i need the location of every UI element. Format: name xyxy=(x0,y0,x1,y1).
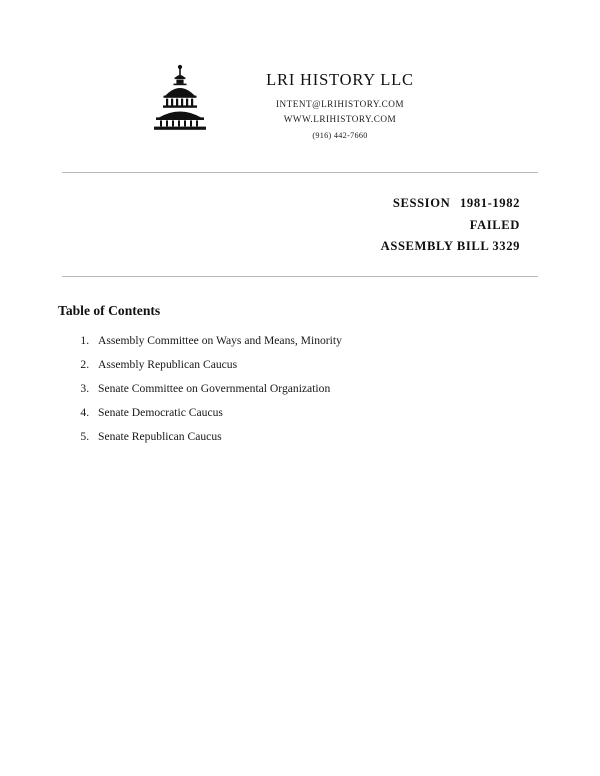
toc-item-label: Senate Republican Caucus xyxy=(98,430,222,444)
session-block xyxy=(0,173,600,258)
list-item[interactable] xyxy=(92,359,538,371)
toc-item-label: Assembly Republican Caucus xyxy=(98,358,238,372)
toc-list xyxy=(58,335,538,443)
session-label: SESSION xyxy=(392,196,451,210)
list-item[interactable] xyxy=(92,431,538,443)
toc-item-label: Assembly Committee on Ways and Means, Minority xyxy=(98,333,342,347)
org-info xyxy=(224,56,456,140)
toc-title: Table of Contents xyxy=(58,302,161,318)
org-website: WWW.LRIHISTORY.COM xyxy=(283,114,397,124)
list-item[interactable] xyxy=(92,335,538,347)
bill-number: ASSEMBLY BILL 3329 xyxy=(380,239,520,254)
list-item[interactable] xyxy=(92,383,538,395)
letterhead xyxy=(0,0,600,140)
org-email: INTENT@LRIHISTORY.COM xyxy=(275,99,405,109)
bill-status: FAILED xyxy=(469,217,520,232)
org-phone: (916) 442-7660 xyxy=(312,131,368,140)
capitol-dome-icon xyxy=(144,62,218,136)
table-of-contents xyxy=(0,277,600,443)
toc-item-label: Senate Committee on Governmental Organization xyxy=(98,382,331,396)
toc-item-label: Senate Democratic Caucus xyxy=(98,406,223,420)
session-line xyxy=(0,193,520,215)
org-name: LRI HISTORY LLC xyxy=(266,70,414,89)
session-years: 1981-1982 xyxy=(460,196,520,210)
list-item[interactable] xyxy=(92,407,538,419)
